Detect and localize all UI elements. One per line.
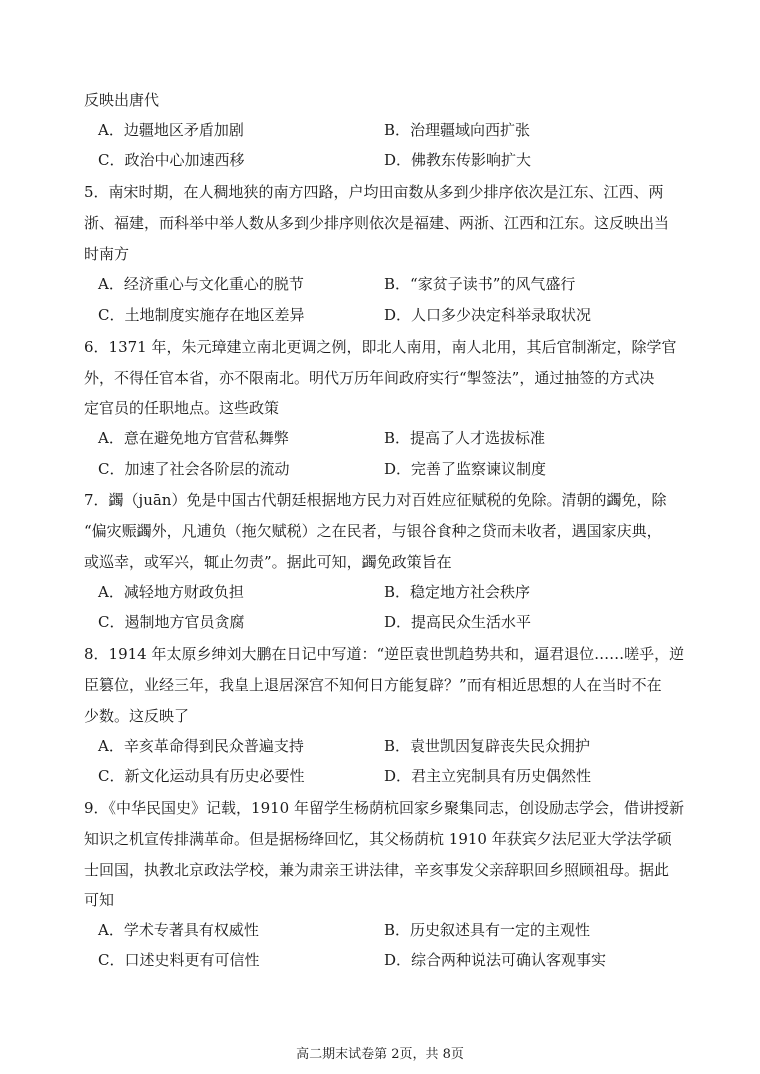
page-footer: 高二期末试卷第 2页，共 8页 (296, 1047, 464, 1062)
q9-option-d: D．综合两种说法可确认客观事实 (384, 951, 607, 969)
q4-stem-tail: 反映出唐代 (84, 91, 160, 109)
q8-stem-line-2: 臣篡位，业经三年，我皇上退居深宫不知何日方能复辟？”而有相近思想的人在当时不在 (84, 676, 662, 694)
q4-option-c: C．政治中心加速西移 (98, 151, 245, 169)
q8-option-a: A．辛亥革命得到民众普遍支持 (98, 737, 304, 755)
q8-option-d: D．君主立宪制具有历史偶然性 (384, 767, 592, 785)
q8-stem-line-1: 8．1914 年太原乡绅刘大鹏在日记中写道：“逆臣袁世凯趋势共和，逼君退位……嗟乎，逆 (84, 645, 685, 663)
q6-option-d: D．完善了监察谏议制度 (384, 460, 547, 478)
q7-option-c: C．遏制地方官员贪腐 (98, 613, 245, 631)
q6-stem-line-3: 定官员的任职地点。这些政策 (84, 399, 280, 417)
q8-option-c: C．新文化运动具有历史必要性 (98, 767, 305, 785)
q5-stem-line-1: 5．南宋时期，在人稠地狭的南方四路，户均田亩数从多到少排序依次是江东、江西、两 (84, 183, 664, 201)
q9-stem-line-2: 知识之机宣传排满革命。但是据杨绛回忆，其父杨荫杭 1910 年获宾夕法尼亚大学法学硕 (84, 830, 672, 848)
q5-stem-line-3: 时南方 (84, 245, 130, 263)
q6-stem-line-2: 外，不得任官本省，亦不限南北。明代万历年间政府实行“掣签法”，通过抽签的方式决 (84, 369, 655, 387)
q8-option-b: B．袁世凯因复辟丧失民众拥护 (384, 737, 591, 755)
q6-stem-line-1: 6．1371 年，朱元璋建立南北更调之例，即北人南用，南人北用，其后官制渐定，除学官 (84, 338, 677, 356)
q8-stem-line-3: 少数。这反映了 (84, 707, 190, 725)
q9-stem-line-1: 9．《中华民国史》记载，1910 年留学生杨荫杭回家乡聚集同志，创设励志学会，借讲授新 (84, 799, 684, 817)
q4-option-b: B．治理疆域向西扩张 (384, 121, 531, 139)
q6-option-a: A．意在避免地方官营私舞弊 (98, 429, 289, 447)
q5-option-c: C．土地制度实施存在地区差异 (98, 306, 305, 324)
q7-stem-line-2: “偏灾赈蠲外，凡逋负（拖欠赋税）之在民者，与银谷食种之贷而未收者，遇国家庆典， (84, 522, 662, 540)
q5-option-d: D．人口多少决定科举录取状况 (384, 306, 592, 324)
q6-option-c: C．加速了社会各阶层的流动 (98, 460, 290, 478)
q7-option-b: B．稳定地方社会秩序 (384, 583, 531, 601)
q9-stem-line-4: 可知 (84, 891, 115, 909)
q9-option-a: A．学术专著具有权威性 (98, 921, 259, 939)
q9-option-b: B．历史叙述具有一定的主观性 (384, 921, 591, 939)
q6-option-b: B．提高了人才选拔标准 (384, 429, 546, 447)
q7-option-a: A．减轻地方财政负担 (98, 583, 244, 601)
q9-stem-line-3: 士回国，执教北京政法学校，兼为肃亲王讲法律，辛亥事发父亲辞职回乡照顾祖母。据此 (84, 861, 670, 879)
q4-option-d: D．佛教东传影响扩大 (384, 151, 532, 169)
q7-stem-line-1: 7．蠲（juān）免是中国古代朝廷根据地方民力对百姓应征赋税的免除。清朝的蠲免，除 (84, 491, 667, 509)
q5-stem-line-2: 浙、福建，而科举中举人数从多到少排序则依次是福建、两浙、江西和江东。这反映出当 (84, 214, 670, 232)
q5-option-b: B．“家贫子读书”的风气盛行 (384, 275, 576, 293)
q7-option-d: D．提高民众生活水平 (384, 613, 532, 631)
q7-stem-line-3: 或巡幸，或军兴，辄止勿责”。据此可知，蠲免政策旨在 (84, 553, 452, 571)
q9-option-c: C．口述史料更有可信性 (98, 951, 260, 969)
q5-option-a: A．经济重心与文化重心的脱节 (98, 275, 304, 293)
q4-option-a: A．边疆地区矛盾加剧 (98, 121, 244, 139)
